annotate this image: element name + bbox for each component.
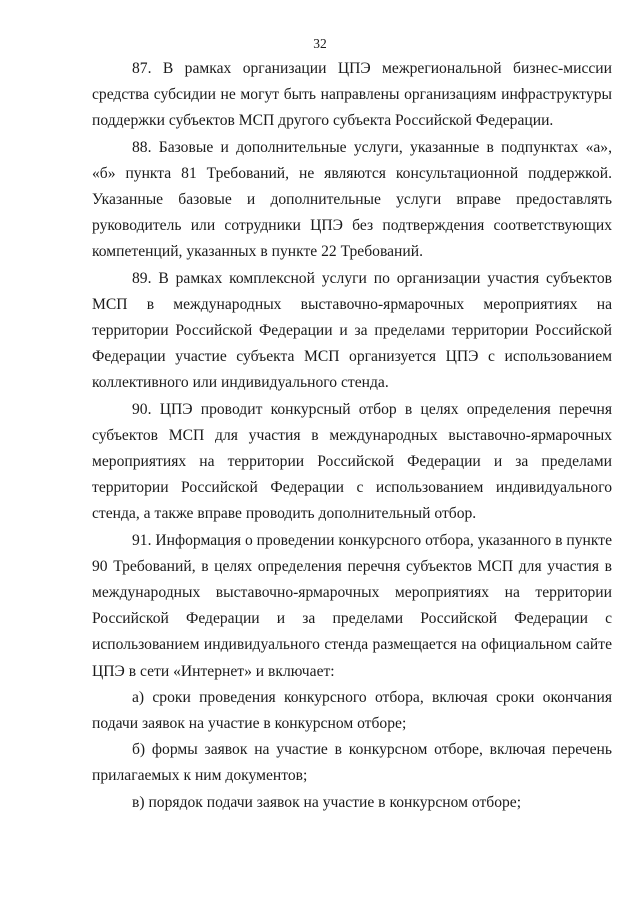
- paragraph-89: 89. В рамках комплексной услуги по организации участия субъектов МСП в международных выставочно-ярмарочных мероприятиях на территории Российской Федерации и за пределами территории Российской Федерации участие субъекта МСП организуется ЦПЭ с использованием коллективного или индивидуального стенда.: [92, 269, 612, 392]
- subitem-a: а) сроки проведения конкурсного отбора, включая сроки окончания подачи заявок на участие в конкурсном отборе;: [92, 688, 612, 733]
- subitem-v: в) порядок подачи заявок на участие в конкурсном отборе;: [132, 793, 522, 811]
- subitem-b: б) формы заявок на участие в конкурсном отборе, включая перечень прилагаемых к ним документов;: [92, 741, 612, 785]
- document-body: [92, 56, 612, 816]
- page-number: 32: [313, 36, 327, 51]
- paragraph-88: 88. Базовые и дополнительные услуги, указанные в подпунктах «а», «б» пункта 81 Требований, не являются консультационной поддержкой. Указанные базовые и дополнительные услуги вправе предоставлять руководитель или сотрудники ЦПЭ без подтверждения соответствующих компетенций, указанных в пункте 22 Требований.: [92, 138, 612, 261]
- paragraph-90: 90. ЦПЭ проводит конкурсный отбор в целях определения перечня субъектов МСП для участия в международных выставочно-ярмарочных мероприятиях на территории Российской Федерации и за пределами территории Российской Федерации с использованием индивидуального стенда, а также вправе проводить дополнительный отбор.: [92, 400, 612, 523]
- paragraph-91: 91. Информация о проведении конкурсного отбора, указанного в пункте 90 Требований, в целях определения перечня субъектов МСП для участия в международных выставочно-ярмарочных мероприятиях на территории Российской Федерации и за пределами Российской Федерации с использованием индивидуального стенда размещается на официальном сайте ЦПЭ в сети «Интернет» и включает:: [92, 531, 612, 680]
- paragraph-87: 87. В рамках организации ЦПЭ межрегиональной бизнес-миссии средства субсидии не могут быть направлены организациям инфраструктуры поддержки субъектов МСП другого субъекта Российской Федерации.: [92, 60, 612, 130]
